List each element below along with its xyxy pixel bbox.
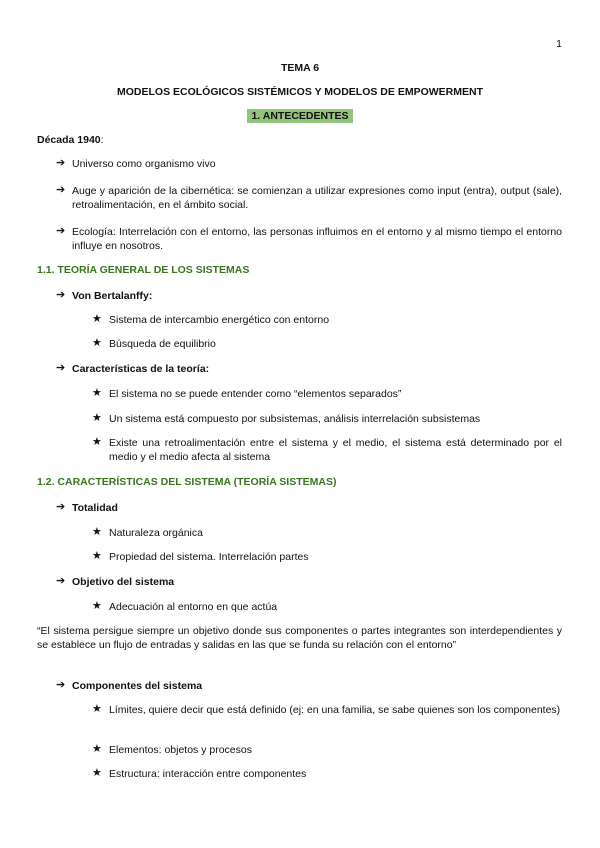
arrow-icon: ➔ [56, 157, 66, 169]
heading-objetivo: Objetivo del sistema [72, 576, 175, 588]
section-antecedentes [0, 110, 600, 122]
star-icon: ★ [92, 412, 102, 424]
star-icon: ★ [92, 387, 102, 399]
star-icon: ★ [92, 337, 102, 349]
list-item: Universo como organismo vivo [72, 158, 216, 170]
heading-componentes: Componentes del sistema [72, 680, 203, 692]
star-icon: ★ [92, 600, 102, 612]
star-icon: ★ [92, 767, 102, 779]
section-antecedentes-label: 1. ANTECEDENTES [247, 109, 352, 123]
list-item: Ecología: Interrelación con el entorno, las personas influimos en el entorno y al mismo tiempo el entorno influye en nosotros. [72, 226, 562, 252]
list-item: El sistema no se puede entender como “elementos separados” [109, 388, 402, 400]
arrow-icon: ➔ [56, 289, 66, 301]
list-item: Existe una retroalimentación entre el sistema y el medio, el sistema está determinado por el medio y el medio afecta al sistema [109, 437, 562, 463]
quote-paragraph: “El sistema persigue siempre un objetivo donde sus componentes o partes integrantes son interdependientes y se establece un flujo de entradas y salidas en las que se funda su relación con el entorno” [37, 625, 562, 651]
star-icon: ★ [92, 550, 102, 562]
list-item: Propiedad del sistema. Interrelación partes [109, 551, 309, 563]
page-number: 1 [556, 38, 562, 50]
arrow-icon: ➔ [56, 225, 66, 237]
decade-text: Década 1940 [37, 134, 101, 146]
doc-subtitle: MODELOS ECOLÓGICOS SISTÉMICOS Y MODELOS DE EMPOWERMENT [117, 86, 483, 98]
list-item: Sistema de intercambio energético con entorno [109, 314, 330, 326]
heading-totalidad: Totalidad [72, 502, 118, 514]
arrow-icon: ➔ [56, 501, 66, 513]
arrow-icon: ➔ [56, 679, 66, 691]
section-1-1: 1.1. TEORÍA GENERAL DE LOS SISTEMAS [37, 264, 250, 276]
section-1-2: 1.2. CARACTERÍSTICAS DEL SISTEMA (TEORÍA SISTEMAS) [37, 476, 337, 488]
decade-colon: : [100, 134, 104, 146]
star-icon: ★ [92, 743, 102, 755]
arrow-icon: ➔ [56, 362, 66, 374]
star-icon: ★ [92, 703, 102, 715]
arrow-icon: ➔ [56, 575, 66, 587]
decade-label [37, 134, 104, 146]
star-icon: ★ [92, 313, 102, 325]
heading-von-bertalanffy: Von Bertalanffy: [72, 290, 153, 302]
list-item: Elementos: objetos y procesos [109, 744, 252, 756]
star-icon: ★ [92, 436, 102, 448]
star-icon: ★ [92, 526, 102, 538]
list-item: Búsqueda de equilibrio [109, 338, 216, 350]
list-item: Estructura: interacción entre componentes [109, 768, 307, 780]
heading-caracteristicas: Características de la teoría: [72, 363, 210, 375]
doc-title: TEMA 6 [280, 62, 320, 74]
list-item: Límites, quiere decir que está definido (ej: en una familia, se sabe quienes son los componentes) [109, 704, 561, 716]
list-item: Auge y aparición de la cibernética: se comienzan a utilizar expresiones como input (entra), output (sale), retroalimentación, en el ámbito social. [72, 185, 562, 211]
list-item: Adecuación al entorno en que actúa [109, 601, 278, 613]
list-item: Un sistema está compuesto por subsistemas, análisis interrelación subsistemas [109, 413, 481, 425]
arrow-icon: ➔ [56, 184, 66, 196]
list-item: Naturaleza orgánica [109, 527, 203, 539]
